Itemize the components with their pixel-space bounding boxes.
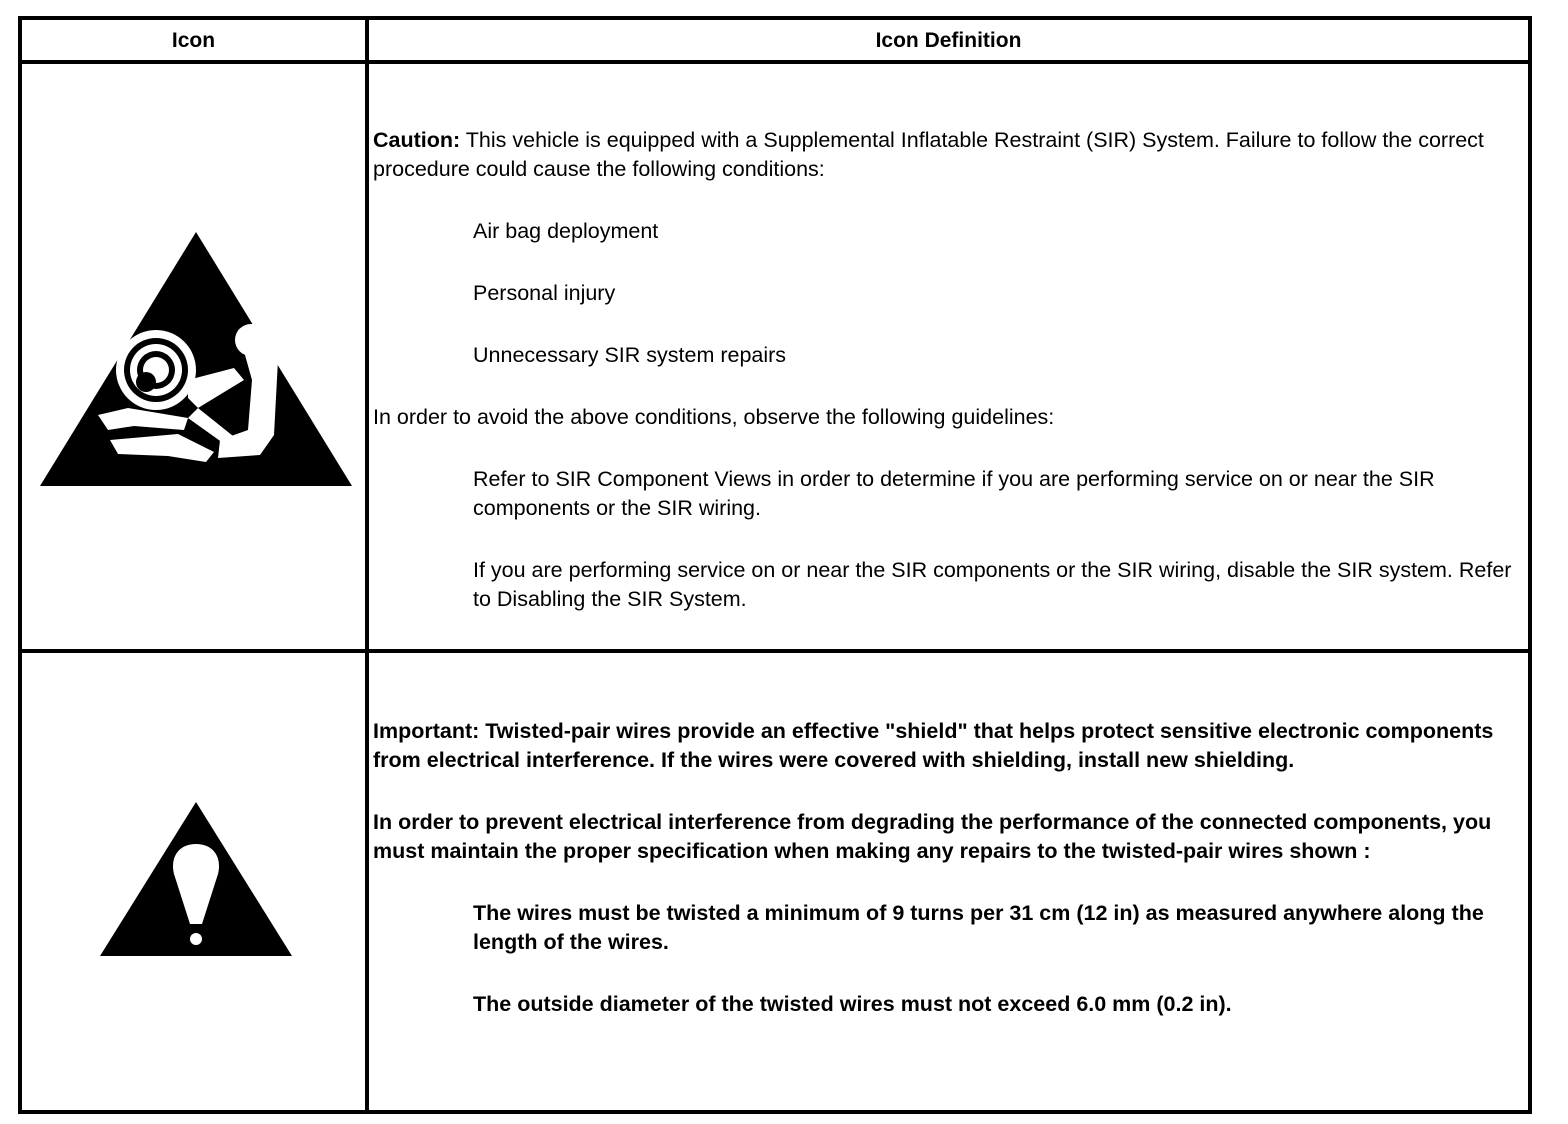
guideline-intro: In order to avoid the above conditions, observe the following guidelines: (373, 405, 1055, 429)
condition-item: Air bag deployment (473, 219, 659, 243)
caution-definition-cell (373, 126, 1520, 614)
header-icon-definition: Icon Definition (875, 29, 1022, 52)
guideline-item: Refer to SIR Component Views in order to determine if you are performing service on or near the SIR components or the SIR wiring. (473, 467, 1435, 520)
condition-item: Unnecessary SIR system repairs (473, 343, 787, 367)
caution-label: Caution: (373, 128, 461, 152)
column-divider (365, 20, 369, 1110)
specification-paragraph: In order to prevent electrical interference from degrading the performance of the connected components, you must maintain the proper specification when making any repairs to the twisted-pair wires shown : (373, 810, 1492, 863)
header-divider (22, 60, 1528, 64)
spec-item: The outside diameter of the twisted wires must not exceed 6.0 mm (0.2 in). (473, 992, 1232, 1016)
caution-text: This vehicle is equipped with a Supplemental Inflatable Restraint (SIR) System. Failure to follow the correct procedure could cause the following conditions: (373, 128, 1484, 181)
icon-definition-table (18, 16, 1532, 1114)
spec-item: The wires must be twisted a minimum of 9 turns per 31 cm (12 in) as measured anywhere along the length of the wires. (473, 901, 1484, 954)
row-divider (22, 649, 1528, 653)
important-definition-cell (373, 717, 1520, 1019)
header-icon: Icon (171, 29, 216, 52)
exclamation-warning-icon (98, 800, 294, 960)
important-paragraph: Important: Twisted-pair wires provide an effective "shield" that helps protect sensitive electronic components from electrical interference. If the wires were covered with shielding, install new shielding. (373, 719, 1494, 772)
sir-airbag-warning-icon (38, 230, 354, 488)
caution-paragraph (373, 126, 1520, 184)
guideline-item: If you are performing service on or near the SIR components or the SIR wiring, disable the SIR system. Refer to Disabling the SIR System. (473, 558, 1512, 611)
condition-item: Personal injury (473, 281, 616, 305)
